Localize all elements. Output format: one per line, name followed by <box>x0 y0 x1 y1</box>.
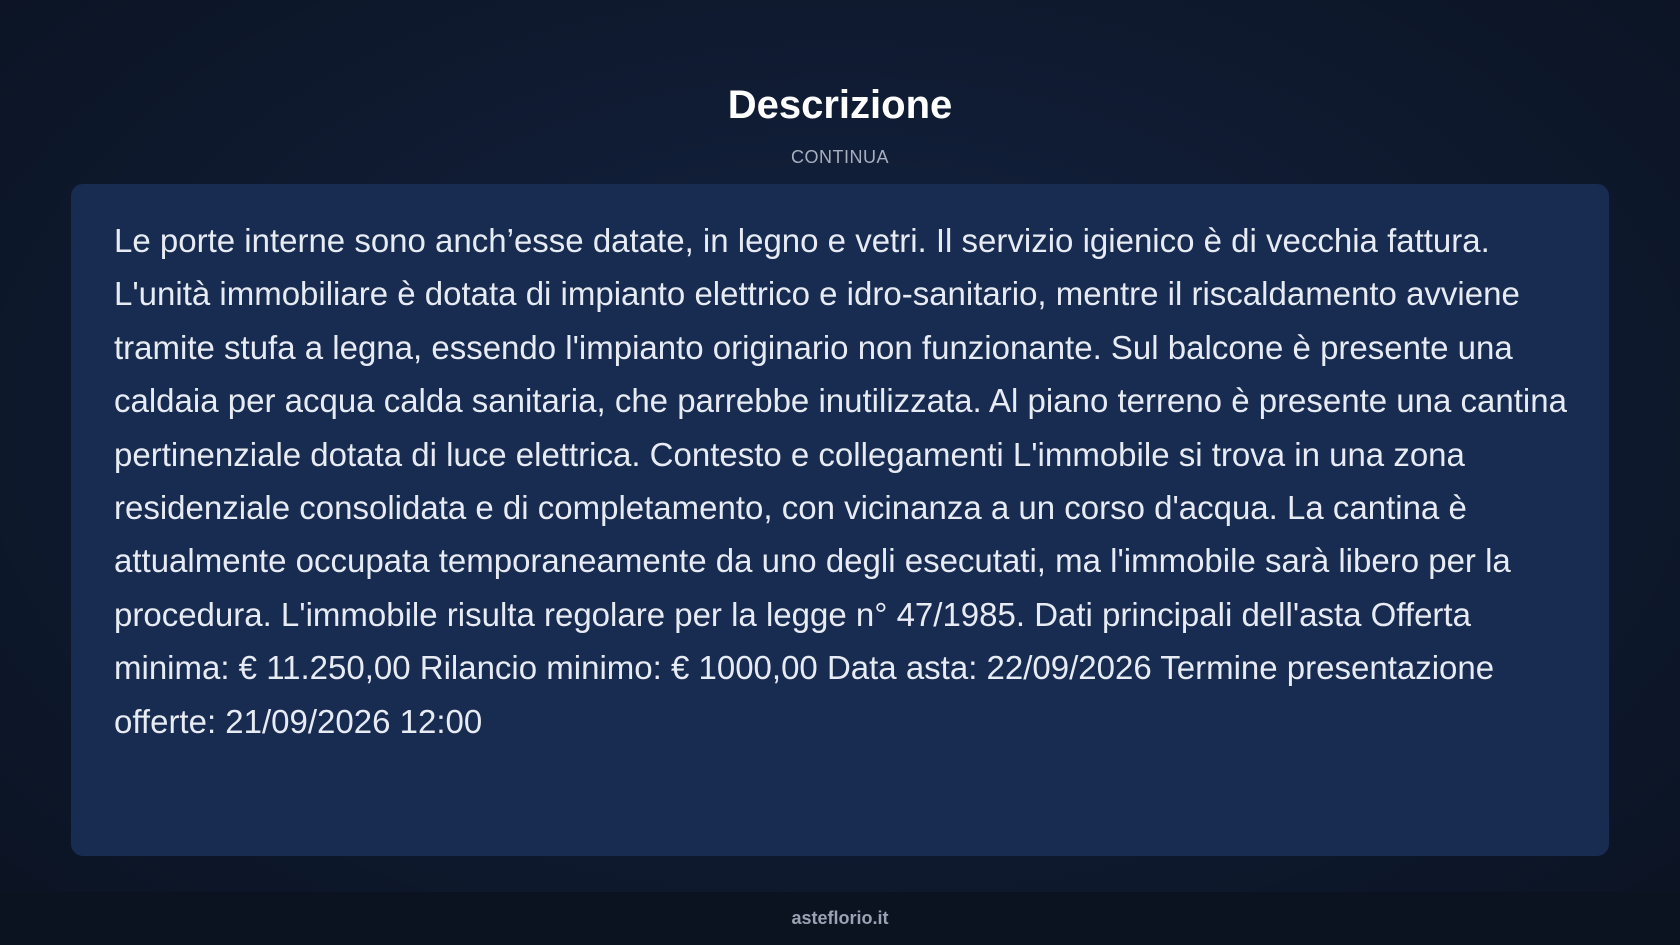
continua-label: CONTINUA <box>791 147 889 167</box>
page-title: Descrizione <box>727 83 953 127</box>
description-card <box>71 184 1609 856</box>
footer-site-name: asteflorio.it <box>791 908 889 928</box>
description-text: Le porte interne sono anch’esse datate, in legno e vetri. Il servizio igienico è di vecchia fattura. L'unità immobiliare è dotata di impianto elettrico e idro-sanitario, mentre il riscaldamento avviene tramite stufa a legna, essendo l'impianto originario non funzionante. Sul balcone è presente una caldaia per acqua calda sanitaria, che parrebbe inutilizzata. Al piano terreno è presente una cantina pertinenziale dotata di luce elettrica. Contesto e collegamenti L'immobile si trova in una zona residenziale consolidata e di completamento, con vicinanza a un corso d'acqua. La cantina è attualmente occupata temporaneamente da uno degli esecutati, ma l'immobile sarà libero per la procedura. L'immobile risulta regolare per la legge n° 47/1985. Dati principali dell'asta Offerta minima: € 11.250,00 Rilancio minimo: € 1000,00 Data asta: 22/09/2026 Termine presentazione offerte: 21/09/2026 12:00 <box>114 222 1567 740</box>
footer-bar <box>0 892 1680 945</box>
